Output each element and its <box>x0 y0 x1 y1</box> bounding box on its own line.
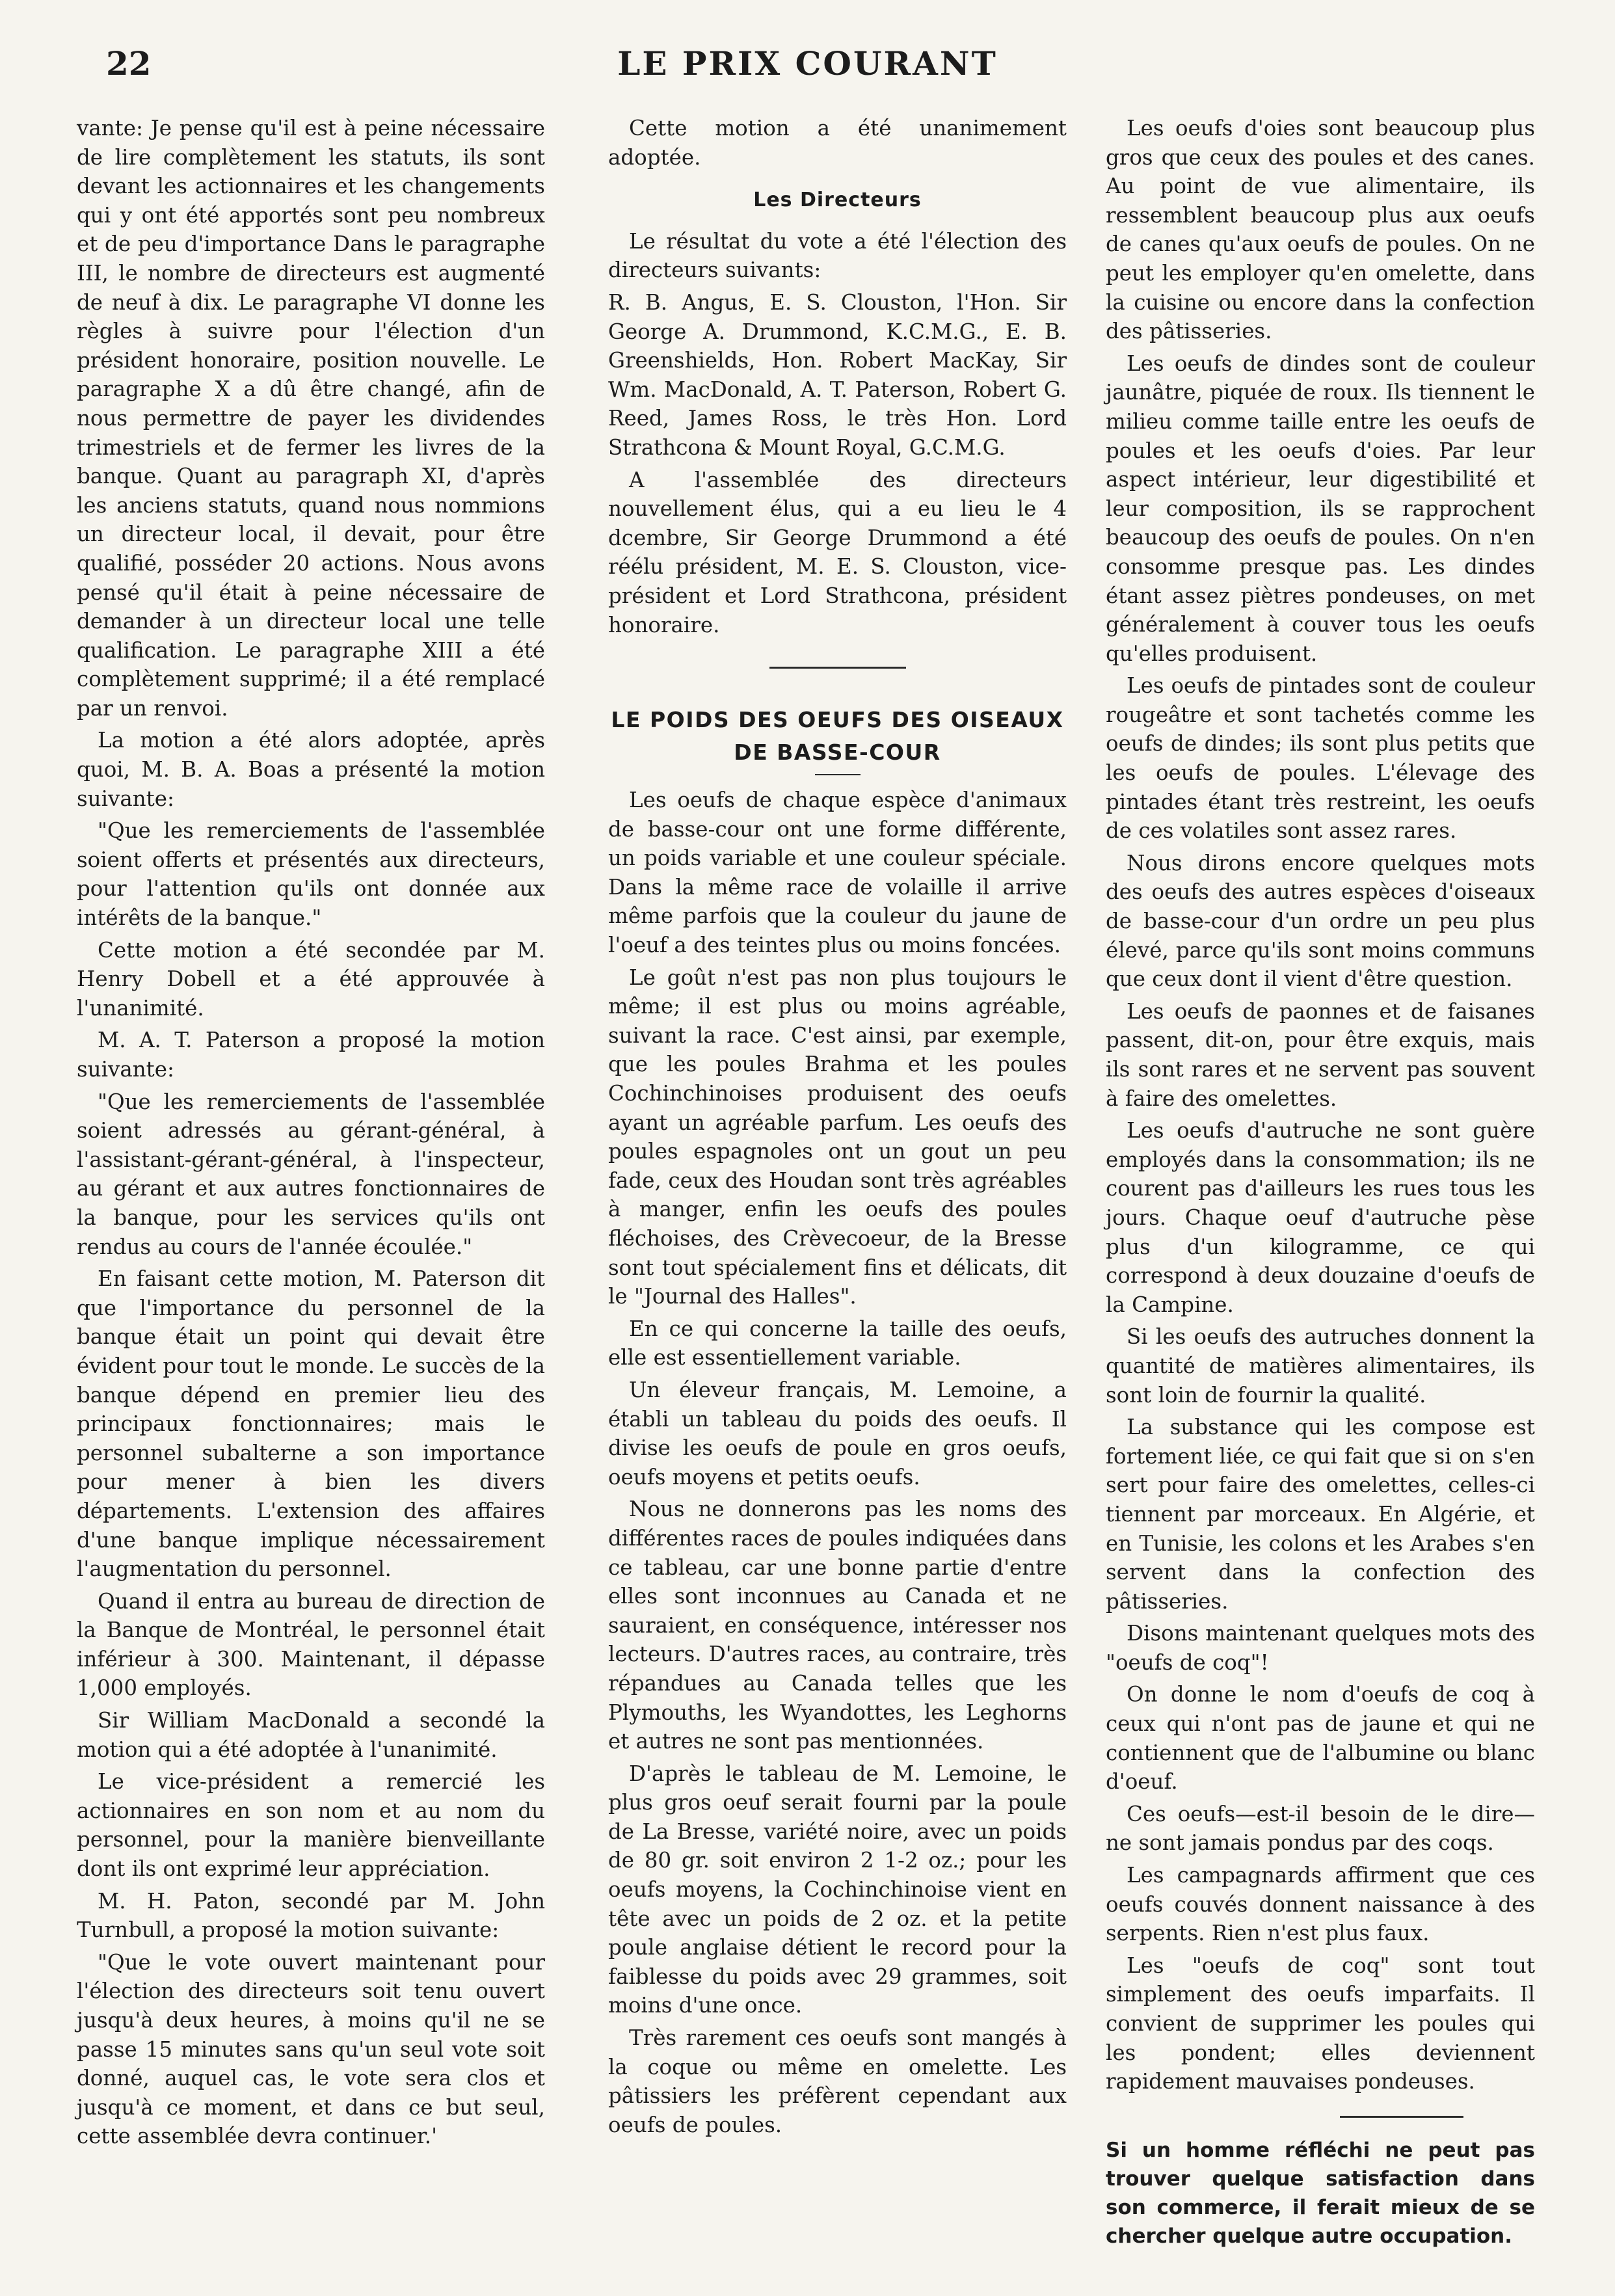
paragraph: A l'assemblée des directeurs nouvellement élus, qui a eu lieu le 4 dcembre, Sir George Drummond a été réélu président, M. E. S. Clouston, vice-président et Lord Strathcona, président honoraire. <box>608 467 1067 637</box>
paragraph: Les oeufs de paonnes et de faisanes passent, dit-on, pour être exquis, mais ils sont rares et ne servent pas souvent à faire des omelettes. <box>1106 998 1535 1111</box>
boxed-maxim: Si un homme réfléchi ne peut pas trouver quelque satisfaction dans son commerce, il ferait mieux de se chercher quelque autre occupation. <box>1106 2138 1535 2248</box>
paragraph: Le goût n'est pas non plus toujours le même; il est plus ou moins agréable, suivant la race. C'est ainsi, par exemple, que les poules Brahma et les poules Cochinchinoises produisent des oeufs ayant un agréable parfum. Les oeufs des poules espagnoles ont un gout un peu fade, ceux des Houdan sont très agréables à manger, enfin les oeufs des poules fléchoises, des Crèvecoeur, de la Bresse sont tout spécialement fins et délicats, dit le "Journal des Halles". <box>608 965 1067 1309</box>
paragraph: M. A. T. Paterson a proposé la motion suivante: <box>77 1028 545 1082</box>
paragraph: La motion a été alors adoptée, après quoi, M. B. A. Boas a présenté la motion suivante: <box>77 728 545 811</box>
paragraph: La substance qui les compose est fortement liée, ce qui fait que si on s'en sert pour faire des omelettes, celles-ci tiennent par morceaux. En Algérie, et en Tunisie, les colons et les Arabes s'en servent dans la confection des pâtisseries. <box>1106 1415 1535 1614</box>
paragraph: vante: Je pense qu'il est à peine nécessaire de lire complètement les statuts, ils sont devant les actionnaires et les changements qui y ont été apportés sont peu nombreux et de peu d'importance Dans le paragraphe III, le nombre de directeurs est augmenté de neuf à dix. Le paragraphe VI donne les règles à suivre pour l'élection d'un président honoraire, position nouvelle. Le paragraphe X a dû être changé, afin de nous permettre de payer les dividendes trimestriels et de fermer les livres de la banque. Quant au paragraph XI, d'après les anciens statuts, quand nous nommions un directeur local, il devait, pour être qualifié, posséder 20 actions. Nous avons pensé qu'il était à peine nécessaire de demander à un directeur local une telle qualification. Le paragraphe XIII a été complètement supprimé; il a été remplacé par un renvoi. <box>77 116 545 721</box>
paragraph: Le vice-président a remercié les actionnaires en son nom et au nom du personnel, pour la manière bienveillante dont ils ont exprimé leur appréciation. <box>77 1769 545 1882</box>
paragraph: On donne le nom d'oeufs de coq à ceux qui n'ont pas de jaune et qui ne contiennent que de l'albumine ou blanc d'oeuf. <box>1106 1682 1535 1795</box>
divider-rule <box>769 667 906 669</box>
paragraph: Ces oeufs—est-il besoin de le dire—ne sont jamais pondus par des coqs. <box>1106 1801 1535 1856</box>
paragraph: Sir William MacDonald a secondé la motion qui a été adoptée à l'unanimité. <box>77 1708 545 1762</box>
section-heading-directors: Les Directeurs <box>753 189 922 212</box>
paragraph: Les oeufs de chaque espèce d'animaux de basse-cour ont une forme différente, un poids variable et une couleur spéciale. Dans la même race de volaille il arrive même parfois que la couleur du jaune de l'oeuf a des teintes plus ou moins foncées. <box>608 788 1067 958</box>
paragraph: Si les oeufs des autruches donnent la quantité de matières alimentaires, ils sont loin de fournir la qualité. <box>1106 1324 1535 1408</box>
paragraph: Un éleveur français, M. Lemoine, a établi un tableau du poids des oeufs. Il divise les oeufs de poule en gros oeufs, oeufs moyens et petits oeufs. <box>608 1377 1067 1489</box>
paragraph: "Que les remerciements de l'assemblée soient adressés au gérant-général, à l'assistant-gérant-général, à l'inspecteur, au gérant et aux autres fonctionnaires de la banque, pour les services qu'ils ont rendus au cours de l'année écoulée." <box>77 1089 545 1259</box>
title-underline <box>815 774 861 775</box>
paragraph: "Que les remerciements de l'assemblée soient offerts et présentés aux directeurs, pour l'attention qu'ils ont donnée aux intérêts de la banque." <box>77 818 545 931</box>
paragraph: Nous ne donnerons pas les noms des différentes races de poules indiquées dans ce tableau, car une bonne partie d'entre elles sont inconnues au Canada et ne sauraient, en conséquence, intéresser nos lecteurs. D'autres races, au contraire, très répandues au Canada telles que les Plymouths, les Wyandottes, les Leghorns et autres ne sont pas mentionnées. <box>608 1497 1067 1754</box>
paragraph: Les oeufs de dindes sont de couleur jaunâtre, piquée de roux. Ils tiennent le milieu comme taille entre les oeufs de poules et les oeufs d'oies. Par leur aspect intérieur, leur digestibilité et leur composition, ils se rapprochent beaucoup des oeufs de poules. On n'en consomme presque pas. Les dindes étant assez piètres pondeuses, on met généralement à couver tous les oeufs qu'elles produisent. <box>1106 351 1535 666</box>
paragraph: Les oeufs d'autruche ne sont guère employés dans la consommation; ils ne courent pas d'ailleurs les rues tous les jours. Chaque oeuf d'autruche pèse plus d'un kilogramme, ce qui correspond à deux douzaine d'oeufs de la Campine. <box>1106 1118 1535 1317</box>
paragraph: D'après le tableau de M. Lemoine, le plus gros oeuf serait fourni par la poule de La Bresse, variété noire, avec un poids de 80 gr. soit environ 2 1-2 oz.; pour les oeufs moyens, la Cochinchinoise vient en tête avec un poids de 2 oz. et la petite poule anglaise détient le record pour la faiblesse du poids avec 29 grammes, soit moins d'une once. <box>608 1761 1067 2018</box>
paragraph: Disons maintenant quelques mots des "oeufs de coq"! <box>1106 1621 1535 1675</box>
column-1 <box>77 114 545 2154</box>
paragraph: Les oeufs d'oies sont beaucoup plus gros que ceux des poules et des canes. Au point de vue alimentaire, ils ressemblent beaucoup plus aux oeufs de canes qu'aux oeufs de poules. On ne peut les employer qu'en omelette, dans la cuisine ou encore dans la confection des pâtisseries. <box>1106 116 1535 344</box>
paragraph: Nous dirons encore quelques mots des oeufs des autres espèces d'oiseaux de basse-cour d'un ordre un peu plus élevé, parce qu'ils sont moins communs que ceux dont il vient d'être question. <box>1106 850 1535 992</box>
paragraph: En faisant cette motion, M. Paterson dit que l'importance du personnel de la banque était un point qui devait être évident pour tout le monde. Le succès de la banque dépend en premier lieu des principaux fonctionnaires; mais le personnel subalterne a son importance pour mener à bien les divers départements. L'extension des affaires d'une banque implique nécessairement l'augmentation du personnel. <box>77 1266 545 1582</box>
paragraph: Les campagnards affirment que ces oeufs couvés donnent naissance à des serpents. Rien n'est plus faux. <box>1106 1863 1535 1946</box>
paragraph: Les "oeufs de coq" sont tout simplement des oeufs imparfaits. Il convient de supprimer les poules qui les pondent; elles deviennent rapidement mauvaises pondeuses. <box>1106 1953 1535 2094</box>
column-2 <box>608 114 1067 2142</box>
paragraph: R. B. Angus, E. S. Clouston, l'Hon. Sir George A. Drummond, K.C.M.G., E. B. Greenshields, Hon. Robert MacKay, Sir Wm. MacDonald, A. T. Paterson, Robert G. Reed, James Ross, le très Hon. Lord Strathcona & Mount Royal, G.C.M.G. <box>608 289 1067 460</box>
running-title: LE PRIX COURANT <box>617 44 998 83</box>
paragraph: "Que le vote ouvert maintenant pour l'élection des directeurs soit tenu ouvert jusqu'à deux heures, à moins qu'il ne se passe 15 minutes sans qu'un seul vote soit donné, auquel cas, le vote sera clos et jusqu'à ce moment, et dans ce but seul, cette assemblée devra continuer.' <box>77 1949 545 2149</box>
article-title-line-2: DE BASSE-COUR <box>734 740 941 766</box>
paragraph: Cette motion a été unanimement adoptée. <box>608 116 1067 170</box>
page-number: 22 <box>106 44 152 83</box>
column-3 <box>1106 114 1535 2250</box>
paragraph: En ce qui concerne la taille des oeufs, elle est essentiellement variable. <box>608 1316 1067 1370</box>
article-title <box>608 704 1067 769</box>
divider-rule <box>1340 2116 1463 2118</box>
paragraph: M. H. Paton, secondé par M. John Turnbull, a proposé la motion suivante: <box>77 1888 545 1943</box>
paragraph: Le résultat du vote a été l'élection des directeurs suivants: <box>608 228 1067 283</box>
paragraph: Quand il entra au bureau de direction de la Banque de Montréal, le personnel était inférieur à 300. Maintenant, il dépasse 1,000 employés. <box>77 1588 545 1701</box>
paragraph: Cette motion a été secondée par M. Henry Dobell et a été approuvée à l'unanimité. <box>77 937 545 1021</box>
paragraph: Très rarement ces oeufs sont mangés à la coque ou même en omelette. Les pâtissiers les préfèrent cependant aux oeufs de poules. <box>608 2025 1067 2137</box>
paragraph: Les oeufs de pintades sont de couleur rougeâtre et sont tachetés comme les oeufs de dindes; ils sont plus petits que les oeufs de poules. L'élevage des pintades étant très restreint, les oeufs de ces volatiles sont assez rares. <box>1106 673 1535 844</box>
article-title-line-1: LE POIDS DES OEUFS DES OISEAUX <box>611 707 1064 733</box>
